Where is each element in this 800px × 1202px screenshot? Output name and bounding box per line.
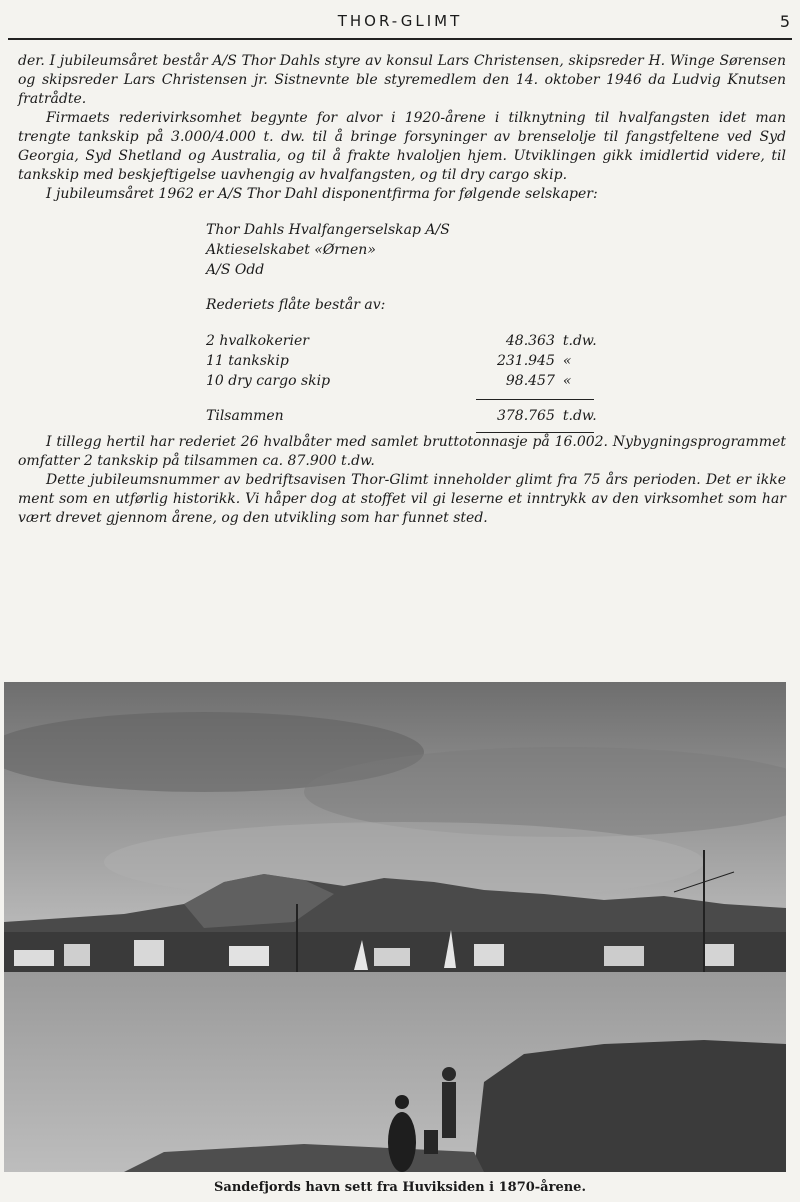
page-number: 5 (779, 12, 790, 31)
child-figure (424, 1130, 438, 1154)
house (704, 944, 734, 966)
house (604, 946, 644, 966)
paragraph: I tillegg hertil har rederiet 26 hvalbåter med samlet bruttotonnasje på 16.002. Nybygningsprogrammet omfatter 2 tankskip på tilsammen ca. 87.900 t.dw. (18, 434, 786, 469)
house (64, 944, 90, 966)
company-list (206, 220, 786, 280)
person-figure (442, 1082, 456, 1138)
person-figure (388, 1112, 416, 1172)
fleet-value: 231.945 (496, 353, 555, 369)
article-body (18, 52, 786, 528)
fleet-unit: « (562, 353, 572, 369)
photo-caption: Sandefjords havn sett fra Huviksiden i 1870-årene. (214, 1180, 586, 1195)
fleet-heading: Rederiets flåte består av: (206, 297, 386, 313)
house (14, 950, 54, 966)
harbour-photo (4, 682, 786, 1172)
page-header (8, 8, 792, 40)
company-item: A/S Odd (206, 262, 265, 278)
paragraph: Firmaets rederivirksomhet begynte for alvor i 1920-årene i tilknytning til hvalfangsten idet man trengte tankskip på 3.000/4.000 t. dw. til å bringe forsyninger av brenselolje til fangstfeltene ved Syd Georgia, Syd Shetland og Australia, og til å frakte hvaloljen hjem. Utviklingen gikk imidlertid videre, til tankskip med beskjeftigelse uavhengig av hvalfangsten, og til dry cargo skip. (18, 110, 786, 183)
company-item: Aktieselskabet «Ørnen» (206, 242, 376, 258)
fleet-unit: t.dw. (562, 333, 597, 349)
fleet-unit: « (562, 373, 572, 389)
sum-rule (476, 399, 594, 400)
house (229, 946, 269, 966)
rocky-foreground (474, 1040, 786, 1172)
paragraph: I jubileumsåret 1962 er A/S Thor Dahl disponentfirma for følgende selskaper: (46, 186, 598, 202)
fleet-total-unit: t.dw. (562, 408, 597, 424)
fleet-row (206, 351, 606, 371)
harbour-photo-drawing (4, 682, 786, 1172)
fleet-value: 98.457 (505, 373, 555, 389)
house (474, 944, 504, 966)
fleet-table (206, 331, 606, 433)
fleet-label: 10 dry cargo skip (206, 373, 331, 389)
fleet-label: 2 hvalkokerier (206, 333, 309, 349)
person-head (442, 1067, 456, 1081)
fleet-total-label: Tilsammen (206, 408, 284, 424)
fleet-value: 48.363 (505, 333, 555, 349)
fleet-total-value: 378.765 (496, 408, 555, 424)
company-item: Thor Dahls Hvalfangerselskap A/S (206, 222, 450, 238)
fleet-row (206, 371, 606, 391)
running-title: THOR-GLIMT (337, 12, 463, 30)
paragraph: Dette jubileumsnummer av bedriftsavisen Thor-Glimt inneholder glimt fra 75 års perioden. Det er ikke ment som en utførlig historikk. Vi håper dog at stoffet vil gi leserne et inntrykk av den virksomhet som har vært drevet gjennom årene, og den utvikling som har funnet sted. (18, 472, 786, 526)
house (134, 940, 164, 966)
fleet-label: 11 tankskip (206, 353, 289, 369)
fleet-total-row (206, 406, 606, 426)
house (374, 948, 410, 966)
fleet-row (206, 331, 606, 351)
person-head (395, 1095, 409, 1109)
paragraph: der. I jubileumsåret består A/S Thor Dahls styre av konsul Lars Christensen, skipsreder H. Winge Sørensen og skipsreder Lars Christensen jr. Sistnevnte ble styremedlem den 14. oktober 1946 da Ludvig Knutsen fratrådte. (18, 53, 786, 107)
